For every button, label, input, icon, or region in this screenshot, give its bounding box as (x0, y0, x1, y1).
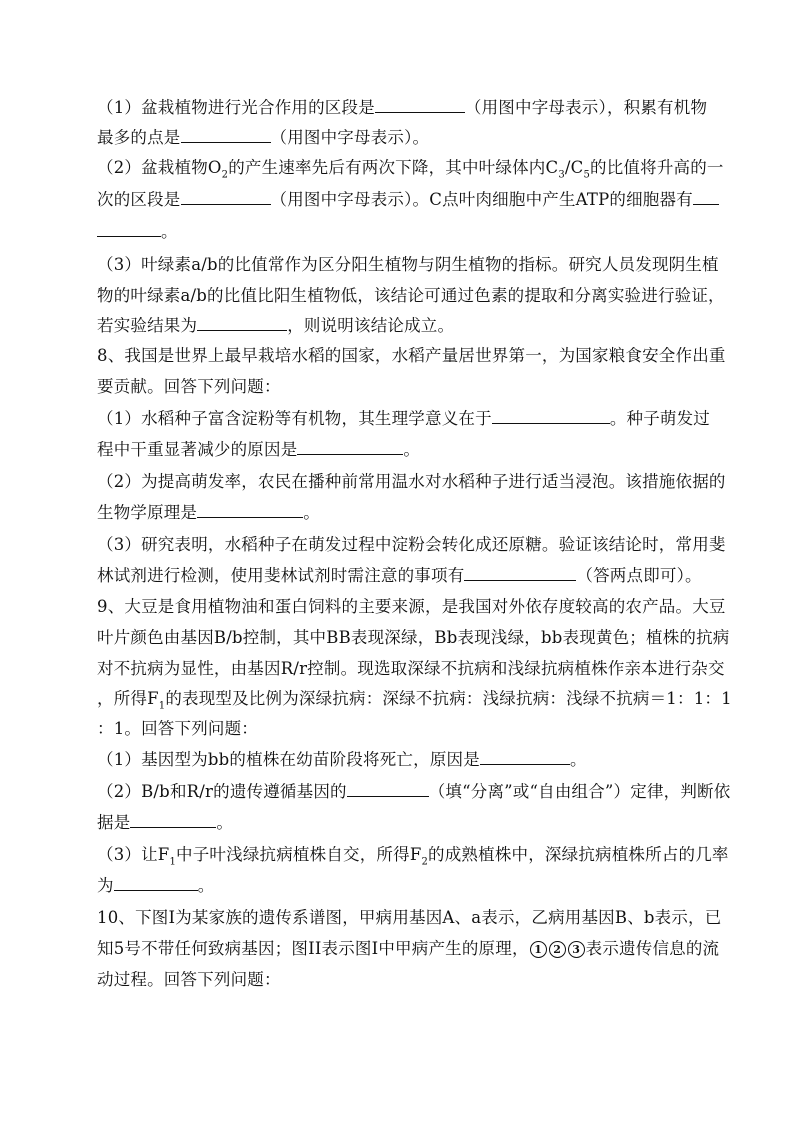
answer-blank[interactable] (297, 440, 403, 455)
q8-part2-line1: （2）为提高萌发率，农民在播种前常用温水对水稻种子进行适当浸泡。该措施依据的 (97, 472, 726, 491)
answer-blank[interactable] (97, 222, 161, 237)
q8-part3-line1: （3）研究表明，水稻种子在萌发过程中淀粉会转化成还原糖。验证该结论时，常用斐 (97, 535, 726, 554)
q8-part1-line2: 程中干重显著减少的原因是 。 (97, 440, 421, 459)
q8-part3-line2: 林试剂进行检测，使用斐林试剂时需注意的事项有 （答两点即可）。 (97, 566, 702, 585)
q9-intro-line2: 叶片颜色由基因B/b控制，其中BB表现深绿，Bb表现浅绿，bb表现黄色；植株的抗病 (97, 628, 730, 647)
answer-blank[interactable] (464, 566, 576, 581)
answer-blank[interactable] (114, 876, 198, 891)
q9-part3-line1: （3）让$F_1$中子叶浅绿抗病植株自交，所得$F_2$的成熟植株中，深绿抗病植株所占的几率 (97, 845, 729, 868)
q9-part1: （1）基因型为bb的植株在幼苗阶段将死亡，原因是 。 (97, 750, 587, 769)
q7-part3-line3: 若实验结果为 ，则说明该结论成立。 (97, 316, 455, 335)
circled-number-1: 1 (530, 941, 547, 958)
q9-intro-line4: ，所得$F_1$的表现型及比例为深绿抗病：深绿不抗病：浅绿抗病：浅绿不抗病＝1：1：1 (97, 689, 732, 712)
q8-part1-line1: （1）水稻种子富含淀粉等有机物，其生理学意义在于 。种子萌发过 (97, 409, 711, 428)
q9-intro-line5: ：1。回答下列问题： (97, 719, 258, 738)
q8-intro-line1: 8、我国是世界上最早栽培水稻的国家，水稻产量居世界第一，为国家粮食安全作出重 (97, 346, 726, 365)
q10-intro-line1: 10、下图I为某家族的遗传系谱图，甲病用基因A、a表示，乙病用基因B、b表示，已 (97, 908, 722, 927)
q7-part1-line2: 最多的点是 （用图中字母表示）。 (97, 128, 430, 147)
q9-intro-line1: 9、大豆是食用植物油和蛋白饲料的主要来源，是我国对外依存度较高的农产品。大豆 (97, 597, 726, 616)
answer-blank[interactable] (492, 409, 610, 424)
circled-number-3: 3 (568, 941, 585, 958)
circled-number-2: 2 (549, 941, 566, 958)
answer-blank[interactable] (375, 98, 465, 113)
answer-blank[interactable] (197, 503, 303, 518)
answer-blank[interactable] (181, 190, 271, 205)
q7-part3-line1: （3）叶绿素a/b的比值常作为区分阳生植物与阴生植物的指标。研究人员发现阴生植 (97, 255, 719, 274)
q9-part3-line2: 为 。 (97, 876, 215, 895)
q7-part2-line1: （2）盆栽植物$O_2$的产生速率先后有两次下降，其中叶绿体内$C_3/C_5$的比值将升高的一 (97, 158, 724, 181)
q7-part2-line3: 。 (97, 222, 178, 242)
answer-blank[interactable] (347, 782, 429, 797)
q7-part1-line1: （1）盆栽植物进行光合作用的区段是 （用图中字母表示），积累有机物 (97, 98, 708, 117)
q10-intro-line3: 动过程。回答下列问题： (97, 970, 281, 989)
answer-blank[interactable] (130, 813, 216, 828)
q7-part3-line2: 物的叶绿素a/b的比值比阳生植物低，该结论可通过色素的提取和分离实验进行验证， (97, 286, 725, 305)
q9-part2-line2: 据是 。 (97, 813, 234, 832)
q9-intro-line3: 对不抗病为显性，由基因R/r控制。现选取深绿不抗病和浅绿抗病植株作亲本进行杂交 (97, 659, 725, 678)
answer-blank[interactable] (197, 316, 287, 331)
answer-blank[interactable] (181, 128, 271, 143)
answer-blank[interactable] (480, 750, 570, 765)
answer-blank[interactable] (693, 190, 719, 205)
q10-intro-line2: 知5号不带任何致病基因；图II表示图I中甲病产生的原理， 1 2 3 表示遗传信息的流 (97, 939, 720, 958)
q9-part2-line1: （2）B/b和R/r的遗传遵循基因的 （填“分离”或“自由组合”）定律，判断依 (97, 782, 731, 801)
q7-part2-line2: 次的区段是 （用图中字母表示）。C点叶肉细胞中产生ATP的细胞器有 (97, 190, 719, 210)
q8-intro-line2: 要贡献。回答下列问题： (97, 377, 281, 396)
q8-part2-line2: 生物学原理是 。 (97, 503, 320, 522)
